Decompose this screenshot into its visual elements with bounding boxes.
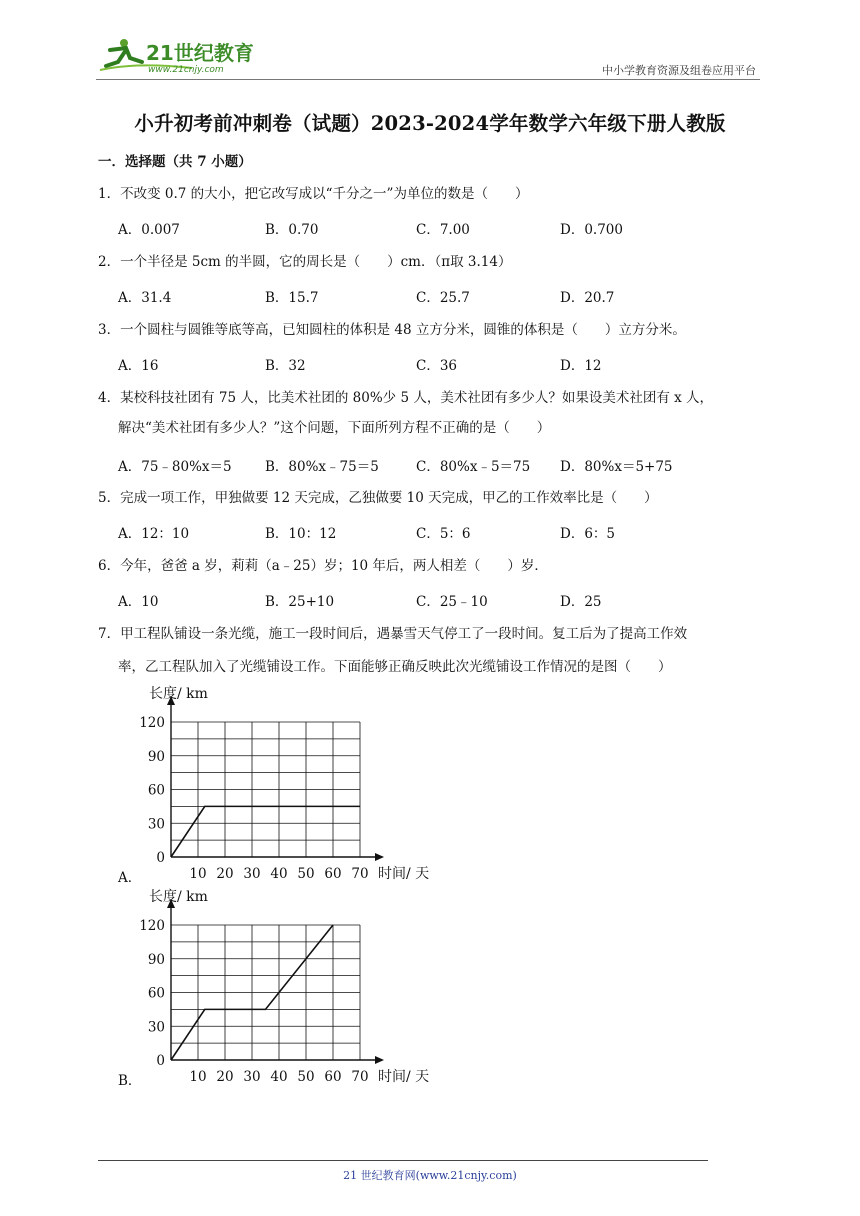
x-tick-label: 50 [297, 1069, 315, 1085]
question-3-options [118, 354, 778, 374]
chart-a [130, 680, 460, 884]
x-tick-label: 40 [270, 866, 288, 882]
logo [96, 36, 266, 76]
y-tick-label: 0 [156, 850, 165, 866]
option-a: A．75﹣80%x＝5 [118, 459, 232, 475]
chart-b-option-label: B． [118, 1073, 142, 1089]
option-a: A．16 [118, 358, 159, 374]
question-7: 7．甲工程队铺设一条光缆，施工一段时间后，遇暴雪天气停工了一段时间。复工后为了提高工作效 [98, 626, 688, 642]
header-platform-text: 中小学教育资源及组卷应用平台 [602, 64, 756, 77]
page-title: 小升初考前冲刺卷（试题）2023-2024学年数学六年级下册人教版 [134, 112, 726, 135]
x-tick-label: 50 [297, 866, 315, 882]
question-4-continued: 解决“美术社团有多少人？”这个问题，下面所列方程不正确的是（ ） [118, 420, 551, 436]
option-d: D．80%x＝5+75 [560, 459, 673, 475]
question-5-options [118, 522, 778, 542]
option-d: D．6：5 [560, 526, 616, 542]
question-5: 5．完成一项工作，甲独做要 12 天完成，乙独做要 10 天完成，甲乙的工作效率比是（ ） [98, 490, 658, 506]
x-tick-label: 70 [351, 866, 369, 882]
question-4-options [118, 455, 778, 475]
question-6: 6．今年，爸爸 a 岁，莉莉（a﹣25）岁；10 年后，两人相差（ ）岁． [98, 558, 548, 574]
x-tick-label: 10 [189, 866, 207, 882]
y-axis-label: 长度/ km [149, 889, 208, 905]
option-b: B．0.70 [265, 222, 319, 238]
option-b: B．10：12 [265, 526, 337, 542]
y-tick-label: 120 [139, 715, 165, 731]
chart-b-svg [130, 883, 460, 1083]
y-tick-label: 60 [147, 782, 165, 799]
page-header [96, 36, 760, 80]
option-b: B．32 [265, 358, 306, 374]
y-tick-label: 30 [147, 816, 165, 833]
footer-text: 21 世纪教育网(www.21cnjy.com) [343, 1169, 517, 1182]
chart-a-svg [130, 680, 460, 880]
option-b: B．80%x﹣75＝5 [265, 459, 379, 475]
y-tick-label: 0 [156, 1053, 165, 1069]
x-tick-label: 10 [189, 1069, 207, 1085]
header-divider [96, 79, 760, 80]
option-c: C．5：6 [416, 526, 471, 542]
question-6-options [118, 590, 778, 610]
question-1-options [118, 218, 778, 238]
y-tick-label: 60 [147, 985, 165, 1002]
question-7-continued: 率，乙工程队加入了光缆铺设工作。下面能够正确反映此次光缆铺设工作情况的是图（ ） [118, 659, 672, 675]
x-tick-label: 30 [243, 866, 261, 882]
x-axis-label: 时间/ 天 [378, 1069, 430, 1085]
question-4: 4．某校科技社团有 75 人，比美术社团的 80%少 5 人，美术社团有多少人？如果设美术社团有 x 人， [98, 390, 714, 406]
x-tick-label: 60 [324, 866, 342, 882]
footer-divider [98, 1160, 708, 1161]
x-axis-arrow-icon [375, 1056, 384, 1064]
x-axis-label: 时间/ 天 [378, 866, 430, 882]
chart-a-option-label: A． [118, 870, 142, 886]
series-line [171, 806, 360, 857]
section-heading: 一．选择题（共 7 小题） [98, 154, 252, 170]
option-d: D．20.7 [560, 290, 615, 306]
option-a: A．12：10 [118, 526, 190, 542]
option-a: A．0.007 [118, 222, 180, 238]
x-tick-label: 60 [324, 1069, 342, 1085]
option-b: B．15.7 [265, 290, 319, 306]
x-tick-label: 20 [216, 1069, 234, 1085]
x-tick-label: 30 [243, 1069, 261, 1085]
runner-logo-icon [96, 36, 266, 76]
question-1: 1．不改变 0.7 的大小，把它改写成以“千分之一”为单位的数是（ ） [98, 186, 529, 202]
y-tick-label: 90 [147, 748, 165, 765]
question-2: 2．一个半径是 5cm 的半圆，它的周长是（ ）cm．（π取 3.14） [98, 254, 512, 270]
x-tick-label: 40 [270, 1069, 288, 1085]
question-3: 3．一个圆柱与圆锥等底等高，已知圆柱的体积是 48 立方分米，圆锥的体积是（ ）立方分米。 [98, 322, 686, 338]
chart-b [130, 883, 460, 1087]
logo-text: 21世纪教育 [146, 41, 254, 65]
option-c: C．25﹣10 [416, 594, 488, 610]
option-c: C．7.00 [416, 222, 470, 238]
option-d: D．12 [560, 358, 602, 374]
option-a: A．31.4 [118, 290, 172, 306]
option-c: C．25.7 [416, 290, 470, 306]
option-c: C．36 [416, 358, 458, 374]
y-tick-label: 30 [147, 1019, 165, 1036]
question-2-options [118, 286, 778, 306]
option-b: B．25+10 [265, 594, 335, 610]
logo-url: www.21cnjy.com [148, 65, 224, 75]
y-axis-label: 长度/ km [149, 686, 208, 702]
option-d: D．25 [560, 594, 602, 610]
y-tick-label: 120 [139, 918, 165, 934]
y-tick-label: 90 [147, 951, 165, 968]
x-tick-label: 70 [351, 1069, 369, 1085]
x-tick-label: 20 [216, 866, 234, 882]
option-c: C．80%x﹣5＝75 [416, 459, 531, 475]
option-a: A．10 [118, 594, 159, 610]
x-axis-arrow-icon [375, 853, 384, 861]
option-d: D．0.700 [560, 222, 623, 238]
